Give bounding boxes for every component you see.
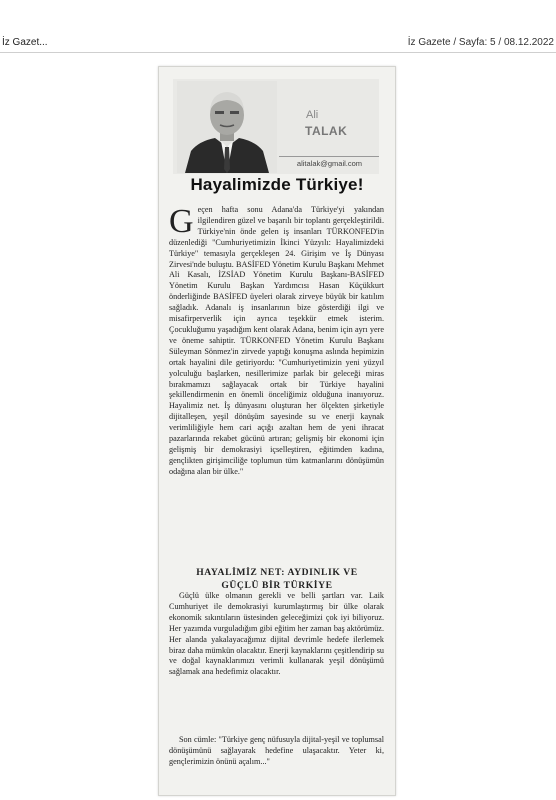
article-body-intro — [169, 205, 384, 478]
paragraph-middle: Güçlü ülke olmanın gerekli ve belli şartları var. Laik Cumhuriyet ile demokrasiyi kurumlaştırmış bir ülke olarak ekonomik sıkıntıların üstesinden geleceğimizi çok iyi biliyoruz. Her yazımda vurguladığım gibi eğitim her zaman baş aktörümüz. Her alanda yakalayacağımız dijital devrimle hedefe ilerlemek biraz daha mümkün olacaktır. Enerji kaynaklarını çeşitlendirip su ve doğal kaynaklarımızı verimli kullanarak yeşil dönüşümü sağlamak ana hedefimiz olacaktır. — [169, 591, 384, 677]
article-body-closing — [169, 735, 384, 768]
subheading-line-2: GÜÇLÜ BİR TÜRKİYE — [221, 580, 333, 591]
paragraph-intro: eçen hafta sonu Adana'da Türkiye'yi yakından ilgilendiren güzel ve başarılı bir toplantı gerçekleştirildi. Türkiye'nin önde gelen iş insanları TÜRKONFED'in düzenlediği "Cumhuriyetimizin İkinci Yüzyılı: Hayalimizdeki Türkiye" temasıyla gerçekleşen 24. Girişim ve İş Dünyası Zirvesi'nde buluştu. BASİFED Yönetim Kurulu Başkanı Mehmet Ali Kasalı, İZSİAD Yönetim Kurulu Başkanı-BASİFED Yönetim Kurulu Başkan Yardımcısı Hasan Küçükkurt önderliğinde BASİFED üyeleri olarak zirveye büyük bir katılım sağladık. Adanalı iş insanlarının bize gösterdiği ilgi ve misafirperverlik için ayrıca teşekkür etmek isterim. Çocukluğumu yaşadığım kent olarak Adana, benim için ayrı yere ve öneme sahiptir. TÜRKONFED Yönetim Kurulu Başkanı Süleyman Sönmez'in zirvede yaptığı konuşma aslında hepimizin ortak hayalini dile getiriyordu: "Cumhuriyetimizin yeni yüzyıl yolculuğu başlarken, nesillerimize parlak bir geleceği miras bırakmamızı sağlayacak ortak bir Türkiye hayalini şekillendirmenin en önemli önceliğimiz olduğuna inanıyoruz. Hayalimiz net. İş dünyasını oluşturan her ölçekten şirketiyle dijitalleşen, yeşil dönüşüm sayesinde su ve enerji kaynak verimliliğiyle hem cari açığı azaltan hem de yeni ihracat pazarlarında rekabet gücünü artıran; gelişmiş bir ekonomi için gelişmiş bir demokrasiyi içselleştiren, eğitimden kadına, gençlikten girişimciliğe toplumun tüm katmanlarını dönüşümün odağına alan bir ülke." — [169, 205, 384, 476]
author-first-name: Ali — [306, 109, 319, 121]
page-info: İz Gazete / Sayfa: 5 / 08.12.2022 — [407, 37, 554, 48]
document-toolbar — [0, 0, 556, 52]
newspaper-clipping — [158, 66, 396, 796]
toolbar-divider — [0, 52, 556, 53]
subheading-line-1: HAYALİMİZ NET: AYDINLIK VE — [196, 567, 358, 578]
article-body-middle — [169, 591, 384, 678]
author-portrait-photo — [177, 81, 277, 173]
source-title[interactable]: İz Gazet... — [2, 37, 48, 48]
article-headline: Hayalimizde Türkiye! — [190, 175, 364, 194]
paragraph-closing: Son cümle: "Türkiye genç nüfusuyla dijital-yeşil ve toplumsal dönüşümünü sağlayarak hedefine ulaşacaktır. Yeter ki, gençlerimizin önünü açalım..." — [169, 735, 384, 766]
email-divider — [279, 156, 379, 157]
author-last-name: TALAK — [305, 124, 348, 138]
drop-cap: G — [169, 203, 194, 240]
column-header — [173, 79, 379, 174]
author-email: alitalak@gmail.com — [296, 159, 363, 168]
